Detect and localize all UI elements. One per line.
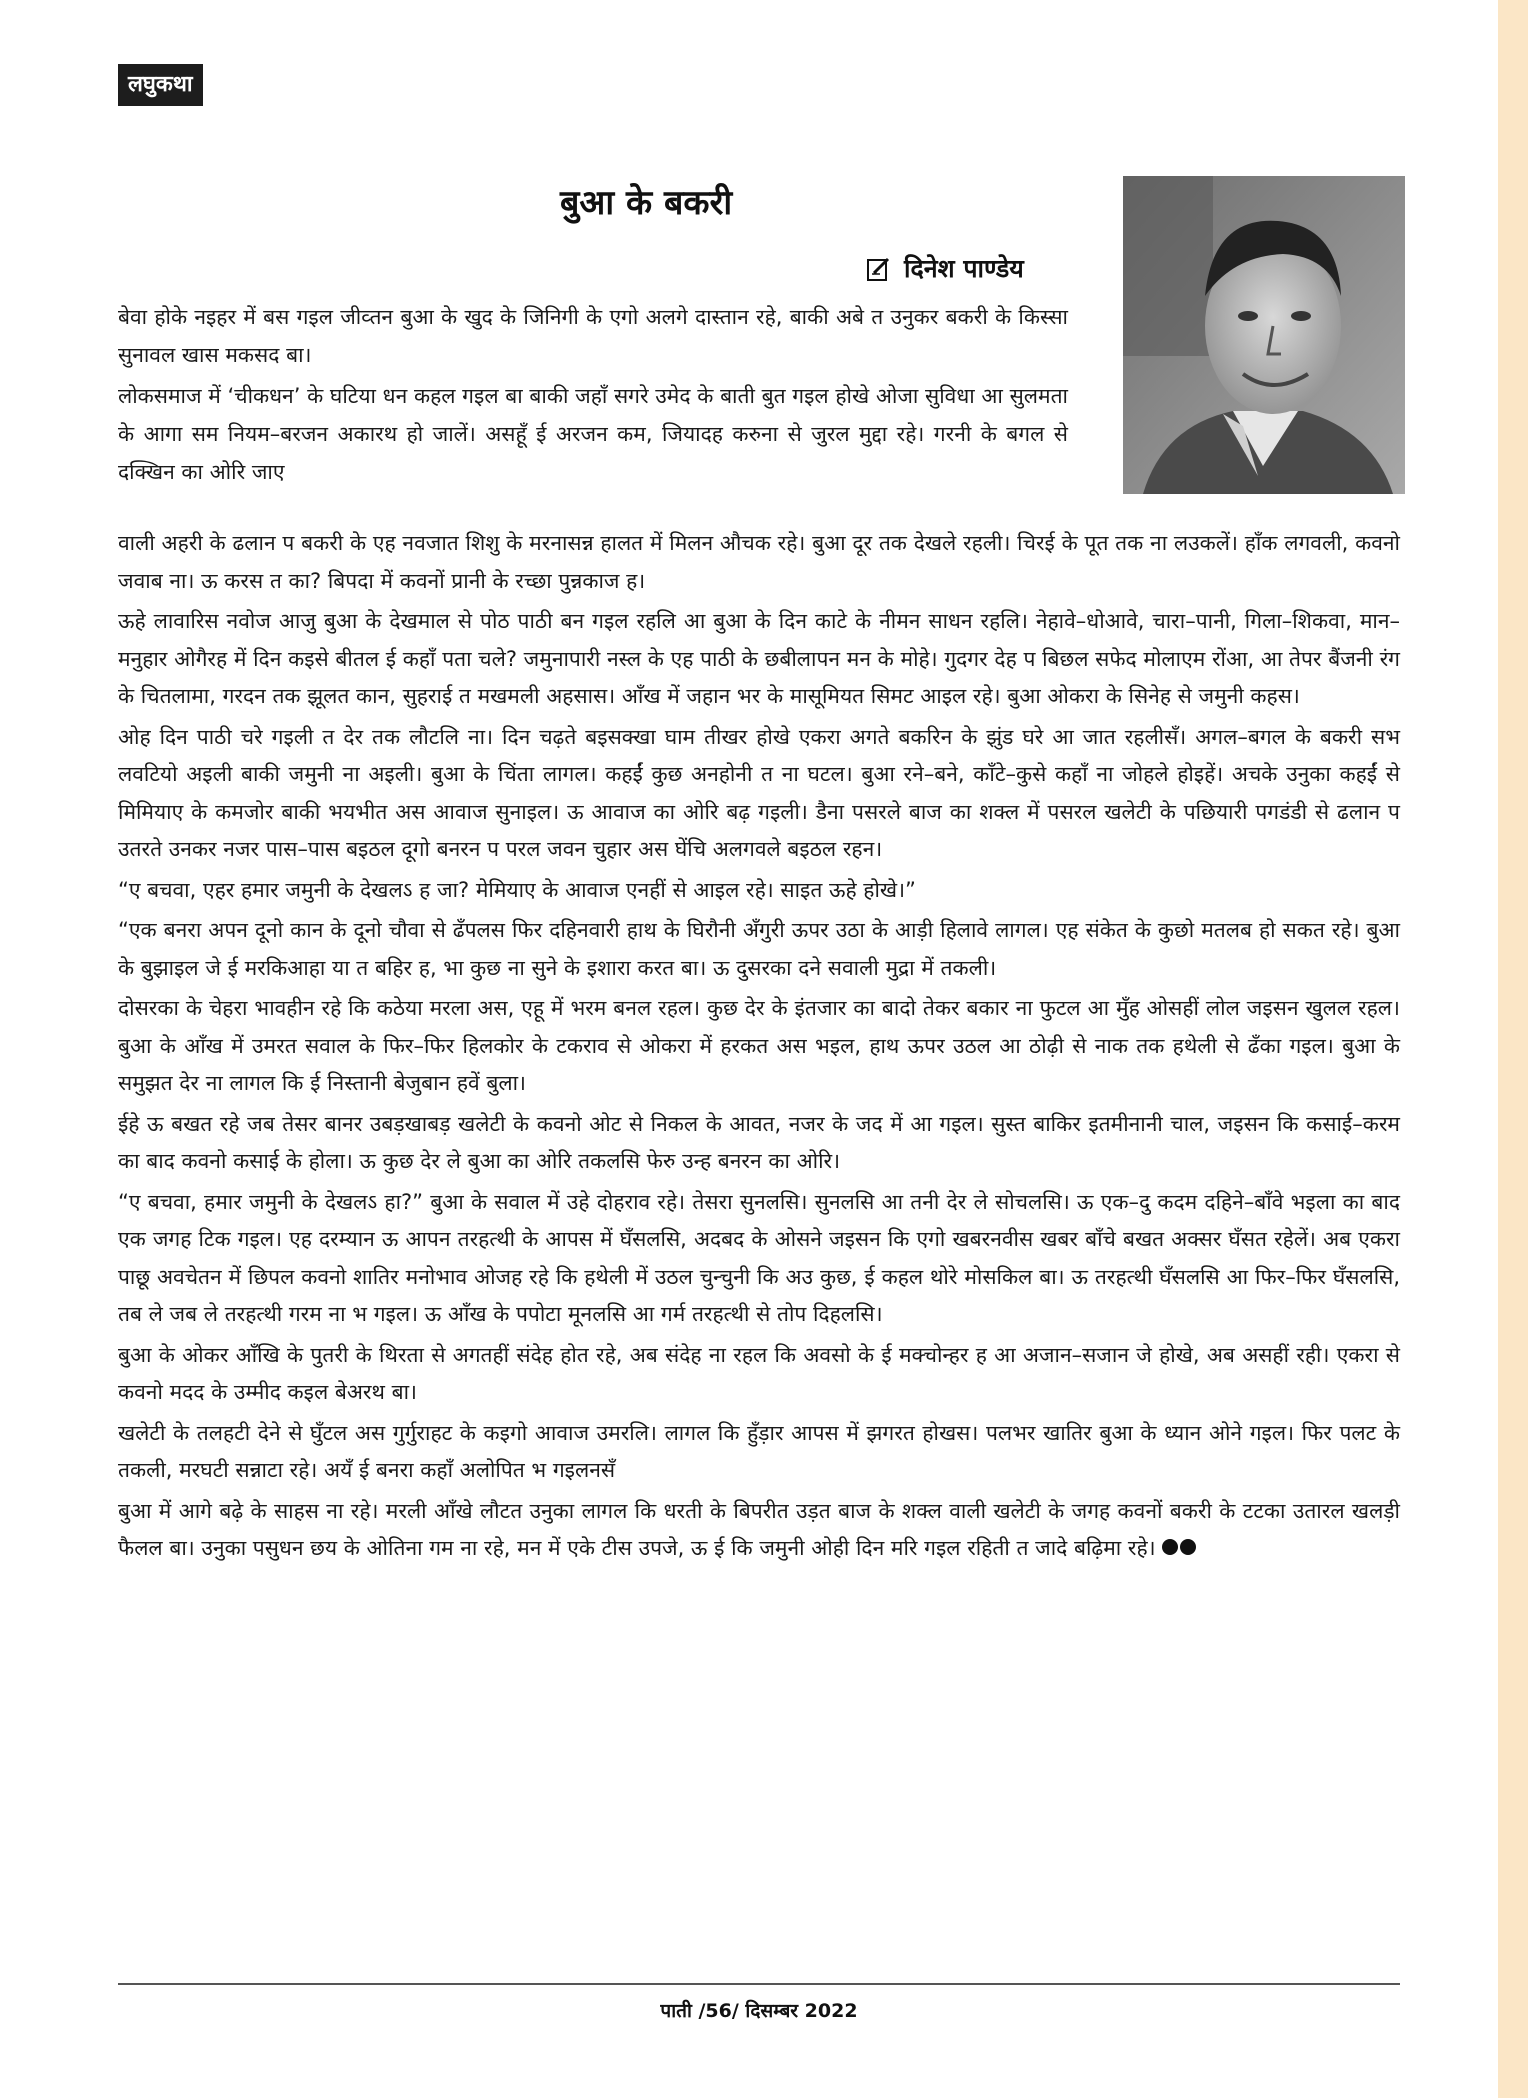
- story-paragraph: वाली अहरी के ढलान प बकरी के एह नवजात शिशु के मरनासन्न हालत में मिलन औचक रहे। बुआ दूर तक देखले रहली। चिरई के पूत तक ना लउकलें। हाँक लगवली, कवनो जवाब ना। ऊ करस त का? बिपदा में कवनों प्रानी के रच्छा पुन्नकाज ह।: [118, 531, 1400, 593]
- author-photo: [1123, 176, 1405, 494]
- intro-text: [118, 298, 1068, 494]
- story-paragraph: “ए बचवा, हमार जमुनी के देखलऽ हा?” बुआ के सवाल में उहे दोहराव रहे। तेसरा सुनलसि। सुनलसि आ तनी देर ले सोचलसि। ऊ एक–दु कदम दहिने–बाँवे भइला का बाद एक जगह टिक गइल। एह दरम्यान ऊ आपन तरहत्थी के आपस में घँसलसि, अदबद के ओसने जइसन कि एगो खबरनवीस खबर बाँचे बखत अक्सर घँसत रहेलें। अब एकरा पाछू अवचेतन में छिपल कवनो शातिर मनोभाव ओजह रहे कि हथेली में उठल चुन्चुनी कि अउ कुछ, ई कहल थोरे मोसकिल बा। ऊ तरहत्थी घँसलसि आ फिर–फिर घँसलसि, तब ले जब ले तरहत्थी गरम ना भ गइल। ऊ आँख के पपोटा मूनलसि आ गर्म तरहत्थी से तोप दिहलसि।: [118, 1189, 1400, 1326]
- story-paragraph: बुआ के ओकर आँखि के पुतरी के थिरता से अगतहीं संदेह होत रहे, अब संदेह ना रहल कि अवसो के ई मक्चोन्हर ह आ अजान–सजान जे होखे, अब असहीं रही। एकरा से कवनो मदद के उम्मीद कइल बेअरथ बा।: [118, 1342, 1400, 1404]
- story-paragraph-last: [118, 1493, 1400, 1568]
- author-name: दिनेश पाण्डेय: [904, 254, 1024, 283]
- intro-paragraph: बेवा होके नइहर में बस गइल जीव्तन बुआ के खुद के जिनिगी के एगो अलगे दास्तान रहे, बाकी अबे त उनुकर बकरी के किस्सा सुनावल खास मकसद बा।: [118, 305, 1068, 367]
- story-paragraph: ऊहे लावारिस नवोज आजु बुआ के देखमाल से पोठ पाठी बन गइल रहलि आ बुआ के दिन काटे के नीमन साधन रहलि। नेहावे–धोआवे, चारा–पानी, गिला–शिकवा, मान–मनुहार ओगैरह में दिन कइसे बीतल ई कहाँ पता चले? जमुनापारी नस्ल के एह पाठी के छबीलापन मन के मोहे। गुदगर देह प बिछल सफेद मोलाएम रोंआ, आ तेपर बैंजनी रंग के चितलामा, गरदन तक झूलत कान, सुहराई त मखमली अहसास। आँख में जहान भर के मासूमियत सिमट आइल रहे। बुआ ओकरा के सिनेह से जमुनी कहस।: [118, 609, 1400, 708]
- story-paragraph: “ए बचवा, एहर हमार जमुनी के देखलऽ ह जा? मेमियाए के आवाज एनहीं से आइल रहे। साइत ऊहे होखे।”: [118, 877, 916, 902]
- story-paragraph: “एक बनरा अपन दूनो कान के दूनो चौवा से ढँपलस फिर दहिनवारी हाथ के घिरौनी अँगुरी ऊपर उठा के आड़ी हिलावे लागल। एह संकेत के कुछो मतलब हो सकत रहे। बुआ के बुझाइल जे ई मरकिआहा या त बहिर ह, भा कुछ ना सुने के इशारा करत बा। ऊ दुसरका दने सवाली मुद्रा में तकली।: [118, 918, 1400, 980]
- section-tag: लघुकथा: [118, 64, 203, 106]
- author-line: [866, 250, 1024, 288]
- story-paragraph-text: बुआ में आगे बढ़े के साहस ना रहे। मरली आँखे लौटत उनुका लागल कि धरती के बिपरीत उड़त बाज के शक्ल वाली खलेटी के जगह कवनों बकरी के टटका उतारल खलड़ी फैलल बा। उनुका पसुधन छय के ओतिना गम ना रहे, मन में एके टीस उपजे, ऊ ई कि जमुनी ओही दिन मरि गइल रहिती त जादे बढ़िमा रहे।: [118, 1498, 1400, 1560]
- intro-paragraph: लोकसमाज में ‘चीकधन’ के घटिया धन कहल गइल बा बाकी जहाँ सगरे उमेद के बाती बुत गइल होखे ओजा सुविधा आ सुलमता के आगा सम नियम–बरजन अकारथ हो जालें। असहूँ ई अरजन कम, जियादह करुना से जुरल मुद्दा रहे। गरनी के बगल से दक्खिन का ओरि जाए: [118, 384, 1068, 484]
- story-paragraph: ईहे ऊ बखत रहे जब तेसर बानर उबड़खाबड़ खलेटी के कवनो ओट से निकल के आवत, नजर के जद में आ गइल। सुस्त बाकिर इतमीनानी चाल, जइसन कि कसाई–करम का बाद कवनो कसाई के होला। ऊ कुछ देर ले बुआ का ओरि तकलसि फेरु उन्ह बनरन का ओरि।: [118, 1111, 1400, 1173]
- double-dot-icon: [1162, 1530, 1198, 1568]
- pen-note-icon: [866, 256, 892, 282]
- story-title: बुआ के बकरी: [560, 183, 733, 223]
- story-body: [118, 525, 1400, 1571]
- footer-divider: [118, 1983, 1400, 1985]
- story-paragraph: दोसरका के चेहरा भावहीन रहे कि कठेया मरला अस, एहू में भरम बनल रहल। कुछ देर के इंतजार का बादो तेकर बकार ना फुटल आ मुँह ओसहीं लोल जइसन खुलल रहल। बुआ के आँख में उमरत सवाल के फिर–फिर हिलकोर के टकराव से ओकरा में हरकत अस भइल, हाथ ऊपर उठल आ ठोढ़ी से नाक तक हथेली से ढँका गइल। बुआ के समुझत देर ना लागल कि ई निस्तानी बेजुबान हवें बुला।: [118, 996, 1400, 1095]
- page-edge-band: [1498, 0, 1528, 2098]
- story-paragraph: ओह दिन पाठी चरे गइली त देर तक लौटलि ना। दिन चढ़ते बइसक्खा घाम तीखर होखे एकरा अगते बकरिन के झुंड घरे आ जात रहलीसँ। अगल–बगल के बकरी सभ लवटियो अइली बाकी जमुनी ना अइली। बुआ के चिंता लागल। कहईं कुछ अनहोनी त ना घटल। बुआ रने–बने, काँटे–कुसे कहाँ ना जोहले होइहें। अचके उनुका कहईं से मिमियाए के कमजोर बाकी भयभीत अस आवाज सुनाइल। ऊ आवाज का ओरि बढ़ गइली। डैना पसरले बाज का शक्ल में पसरल खलेटी के पछियारी पगडंडी से ढलान प उतरते उनकर नजर पास–पास बइठल दूगो बनरन प परल जवन चुहार अस घेंचि अलगवले बइठल रहन।: [118, 724, 1400, 861]
- page-footer: पाती /56/ दिसम्बर 2022: [660, 2000, 858, 2022]
- story-paragraph: खलेटी के तलहटी देने से घुँटल अस गुर्गुराहट के कइगो आवाज उमरलि। लागल कि हुँड़ार आपस में झगरत होखस। पलभर खातिर बुआ के ध्यान ओने गइल। फिर पलट के तकली, मरघटी सन्नाटा रहे। अयँ ई बनरा कहाँ अलोपित भ गइलनसँ: [118, 1420, 1400, 1482]
